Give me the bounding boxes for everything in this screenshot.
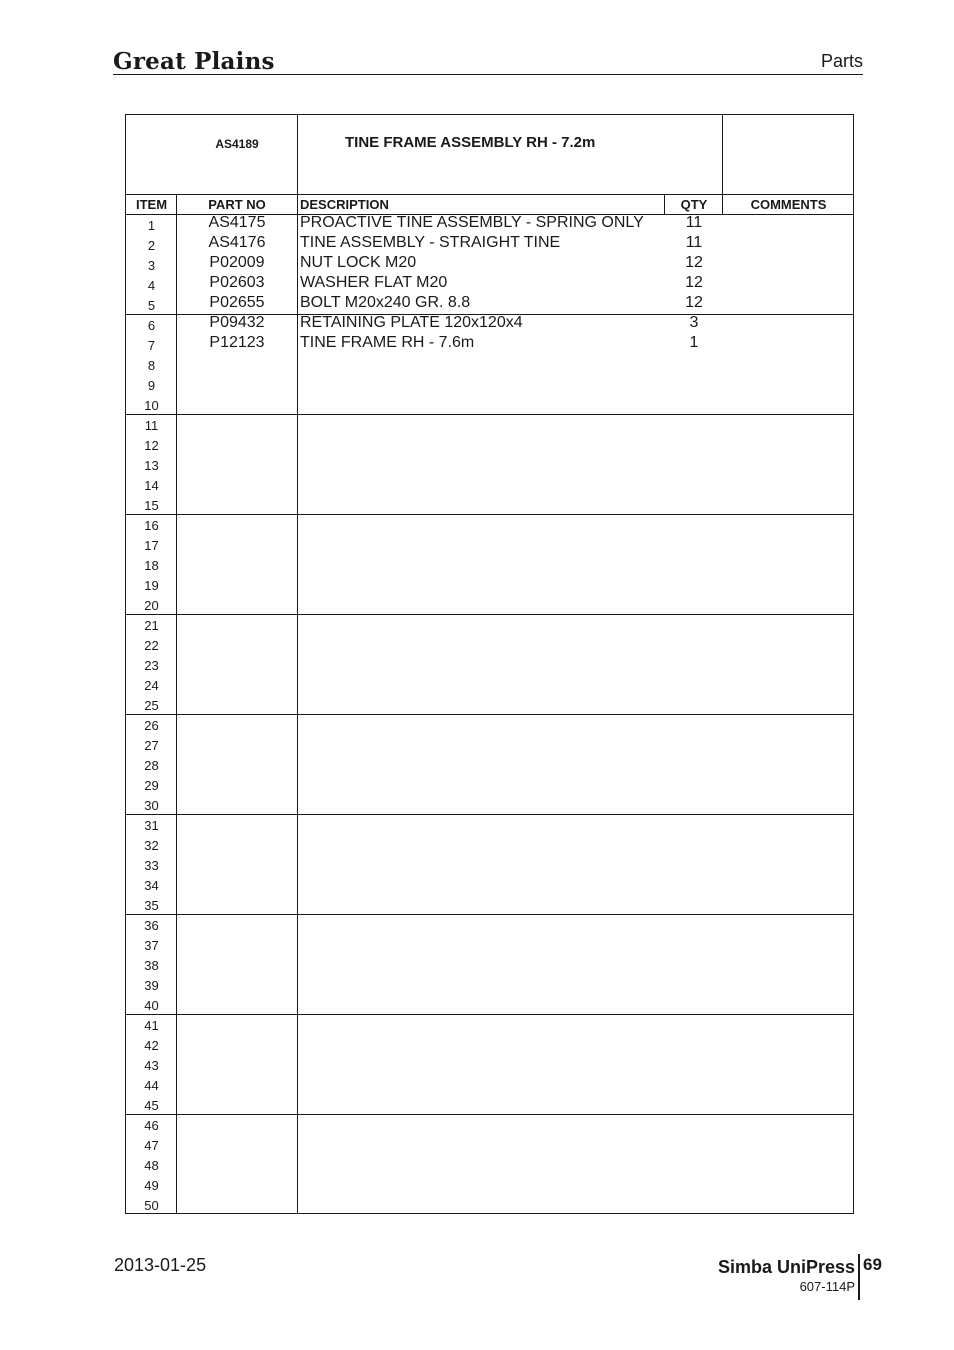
item-number: 45 <box>144 1098 159 1113</box>
assembly-part-number: AS4189 <box>215 137 259 151</box>
item-number: 19 <box>144 578 159 593</box>
item-number: 46 <box>144 1118 159 1133</box>
item-number: 8 <box>147 358 156 373</box>
item-number: 16 <box>144 518 159 533</box>
part-quantity: 1 <box>689 334 699 351</box>
table-row <box>0 1154 954 1174</box>
table-row <box>0 554 954 574</box>
table-row <box>0 534 954 554</box>
item-number: 32 <box>144 838 159 853</box>
header-row-top-rule <box>125 194 854 195</box>
column-header-part-no: PART NO <box>208 197 266 212</box>
item-number: 23 <box>144 658 159 673</box>
item-number: 43 <box>144 1058 159 1073</box>
footer-document-code: 607-114P <box>799 1279 855 1294</box>
item-number: 26 <box>144 718 159 733</box>
item-number: 1 <box>147 218 156 233</box>
table-row <box>0 654 954 674</box>
item-number: 12 <box>144 438 159 453</box>
item-number: 31 <box>144 818 159 833</box>
table-row <box>0 374 954 394</box>
part-number: P02009 <box>209 254 265 271</box>
part-description: TINE FRAME RH - 7.6m <box>300 334 475 351</box>
item-number: 11 <box>144 418 159 433</box>
item-number: 6 <box>147 318 156 333</box>
item-number: 47 <box>144 1138 159 1153</box>
table-row <box>0 494 954 514</box>
table-row <box>0 434 954 454</box>
table-row <box>0 854 954 874</box>
item-number: 33 <box>144 858 159 873</box>
table-row <box>0 794 954 814</box>
part-number: P02603 <box>209 274 265 291</box>
part-number: P12123 <box>209 334 265 351</box>
table-row <box>0 214 954 234</box>
brand-logo: Great Plains <box>113 48 275 75</box>
table-row <box>0 674 954 694</box>
table-row <box>0 974 954 994</box>
item-number: 35 <box>144 898 159 913</box>
item-number: 50 <box>144 1198 159 1213</box>
item-number: 22 <box>144 638 159 653</box>
column-header-comments: COMMENTS <box>750 197 827 212</box>
table-row <box>0 294 954 314</box>
table-row <box>0 874 954 894</box>
table-row <box>0 334 954 354</box>
table-row <box>0 414 954 434</box>
item-number: 18 <box>144 558 159 573</box>
table-row <box>0 1194 954 1214</box>
assembly-title: TINE FRAME ASSEMBLY RH - 7.2m <box>345 134 596 151</box>
item-number: 24 <box>144 678 159 693</box>
part-description: TINE ASSEMBLY - STRAIGHT TINE <box>300 234 561 251</box>
part-quantity: 12 <box>685 254 703 271</box>
table-row <box>0 1174 954 1194</box>
item-number: 36 <box>144 918 159 933</box>
table-row <box>0 694 954 714</box>
item-number: 49 <box>144 1178 159 1193</box>
table-row <box>0 254 954 274</box>
item-number: 21 <box>144 618 159 633</box>
table-row <box>0 1094 954 1114</box>
table-row <box>0 954 954 974</box>
item-number: 4 <box>147 278 156 293</box>
column-header-qty: QTY <box>680 197 708 212</box>
item-number: 3 <box>147 258 156 273</box>
part-quantity: 3 <box>689 314 699 331</box>
item-number: 7 <box>147 338 156 353</box>
part-description: NUT LOCK M20 <box>300 254 417 271</box>
item-number: 10 <box>144 398 159 413</box>
part-number: AS4176 <box>208 234 266 251</box>
table-row <box>0 1014 954 1034</box>
column-header-item: ITEM <box>135 197 168 212</box>
table-row <box>0 354 954 374</box>
part-description: RETAINING PLATE 120x120x4 <box>300 314 523 331</box>
item-number: 29 <box>144 778 159 793</box>
section-label: Parts <box>820 51 863 71</box>
table-row <box>0 814 954 834</box>
item-number: 39 <box>144 978 159 993</box>
item-number: 14 <box>144 478 159 493</box>
table-row <box>0 274 954 294</box>
table-row <box>0 394 954 414</box>
part-number: P09432 <box>209 314 265 331</box>
table-row <box>0 314 954 334</box>
footer-date: 2013-01-25 <box>114 1255 207 1275</box>
table-row <box>0 574 954 594</box>
table-row <box>0 734 954 754</box>
footer-page-number: 69 <box>863 1255 882 1274</box>
table-row <box>0 834 954 854</box>
item-number: 28 <box>144 758 159 773</box>
item-number: 37 <box>144 938 159 953</box>
part-quantity: 12 <box>685 274 703 291</box>
table-row <box>0 774 954 794</box>
table-row <box>0 754 954 774</box>
item-number: 38 <box>144 958 159 973</box>
item-number: 13 <box>144 458 159 473</box>
item-number: 5 <box>147 298 156 313</box>
footer-product-name: Simba UniPress <box>717 1257 855 1277</box>
table-row <box>0 234 954 254</box>
item-number: 41 <box>144 1018 159 1033</box>
table-row <box>0 454 954 474</box>
column-header-description: DESCRIPTION <box>300 197 389 212</box>
table-row <box>0 934 954 954</box>
table-row <box>0 474 954 494</box>
item-number: 40 <box>144 998 159 1013</box>
table-row <box>0 994 954 1014</box>
item-number: 9 <box>147 378 156 393</box>
table-row <box>0 1054 954 1074</box>
table-row <box>0 634 954 654</box>
item-number: 2 <box>147 238 156 253</box>
table-row <box>0 514 954 534</box>
part-description: BOLT M20x240 GR. 8.8 <box>300 294 471 311</box>
part-number: AS4175 <box>208 214 266 231</box>
item-number: 27 <box>144 738 159 753</box>
table-row <box>0 1074 954 1094</box>
table-row <box>0 914 954 934</box>
part-number: P02655 <box>209 294 265 311</box>
part-quantity: 11 <box>685 234 703 251</box>
item-number: 30 <box>144 798 159 813</box>
table-row <box>0 1114 954 1134</box>
item-number: 25 <box>144 698 159 713</box>
item-number: 48 <box>144 1158 159 1173</box>
item-number: 42 <box>144 1038 159 1053</box>
item-number: 17 <box>144 538 159 553</box>
part-description: PROACTIVE TINE ASSEMBLY - SPRING ONLY <box>300 214 644 231</box>
part-quantity: 12 <box>685 294 703 311</box>
part-description: WASHER FLAT M20 <box>300 274 448 291</box>
footer-divider <box>858 1254 860 1300</box>
item-number: 44 <box>144 1078 159 1093</box>
table-row <box>0 614 954 634</box>
table-row <box>0 1134 954 1154</box>
table-row <box>0 1034 954 1054</box>
table-row <box>0 594 954 614</box>
table-row <box>0 894 954 914</box>
item-number: 20 <box>144 598 159 613</box>
header-divider <box>113 74 863 75</box>
item-number: 34 <box>144 878 159 893</box>
table-row <box>0 714 954 734</box>
item-number: 15 <box>144 498 159 513</box>
part-quantity: 11 <box>685 214 703 231</box>
